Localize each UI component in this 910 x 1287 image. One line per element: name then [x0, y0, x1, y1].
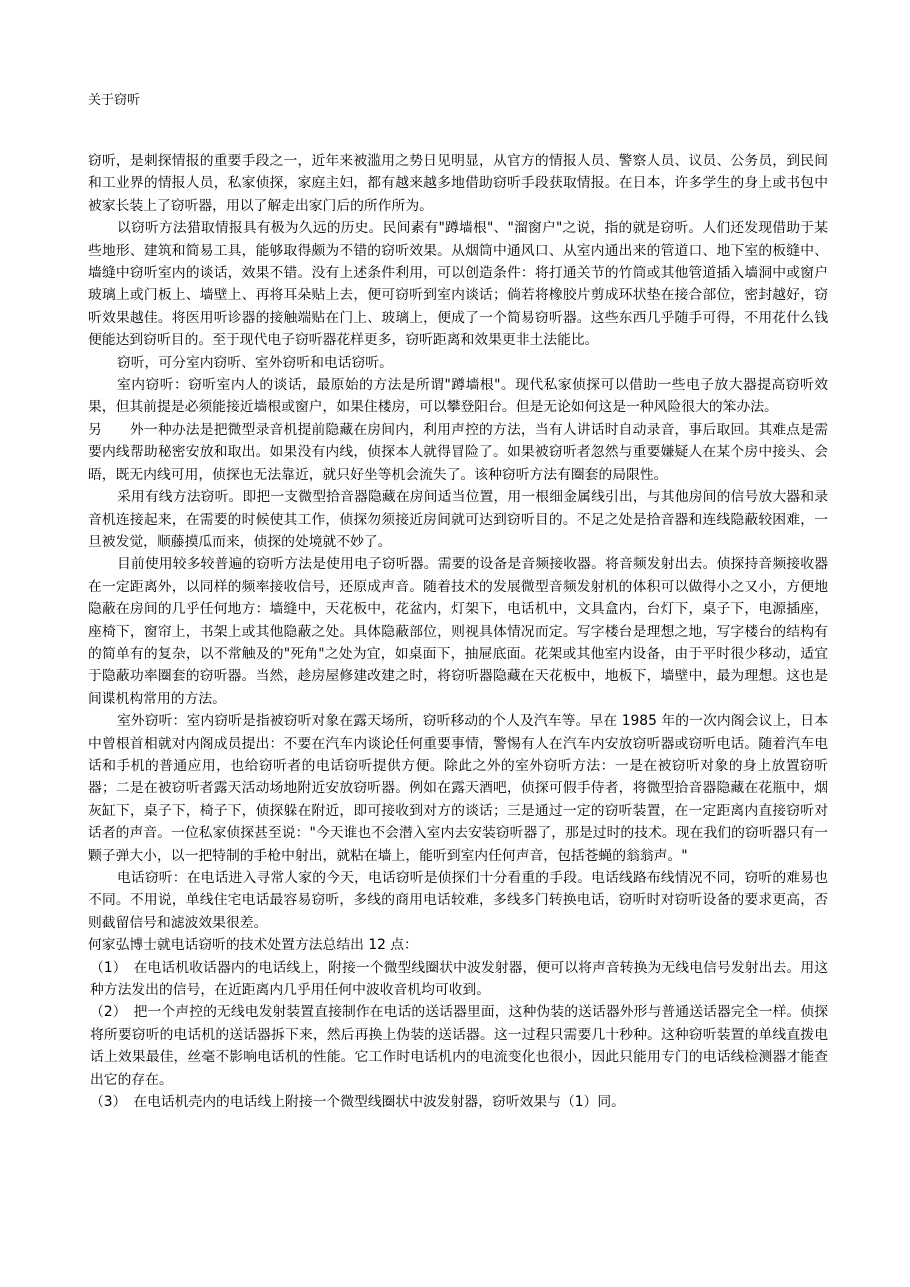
paragraph-categories: 窃听，可分室内窃听、室外窃听和电话窃听。: [116, 354, 393, 371]
paragraph-indoor: 室内窃听：窃听室内人的谈话，最原始的方法是所谓"蹲墙根"。现代私家侦探可以借助一些电子放大器提高窃听效果，但其前提是必须能接近墙根或窗户，如果住楼房，可以攀登阳台。但是无论如何这是一种风险很大的笨办法。: [88, 377, 828, 416]
paragraph-electronic: 目前使用较多较普遍的窃听方法是使用电子窃听器。需要的设备是音频接收器。将音频发射出去。侦探持音频接收器在一定距离外，以同样的频率接收信号，还原成声音。随着技术的发展微型音频发射机的体积可以做得小之又小，方便地隐蔽在房间的几乎任何地方：墙缝中，天花板中，花盆内，灯架下，电话机中，文具盒内，台灯下，桌子下，电源插座，座椅下，窗帘上，书架上或其他隐蔽之处。具体隐蔽部位，则视具体情况而定。写字楼台是理想之地，写字楼台的结构有的简单有的复杂，以不常触及的"死角"之处为宜，如桌面下，抽屉底面。花架或其他室内设备，由于平时很少移动，适宜于隐蔽功率圈套的窃听器。当然，趁房屋修建改建之时，将窃听器隐藏在天花板中，地板下，墙壁中，最为理想。这也是间谍机构常用的方法。: [88, 556, 828, 707]
paragraph-outdoor: 室外窃听：室内窃听是指被窃听对象在露天场所，窃听移动的个人及汽车等。早在 1985 年的一次内阁会议上，日本中曾根首相就对内阁成员提出：不要在汽车内谈论任何重要事情，警惕有人在汽车内安放窃听器或窃听电话。随着汽车电话和手机的普通应用，也给窃听者的电话窃听提供方便。除此之外的室外窃听方法：一是在被窃听对象的身上放置窃听器；二是在被窃听者露天活动场地附近安放窃听器。例如在露天酒吧，侦探可假手侍者，将微型拾音器隐藏在花瓶中，烟灰缸下，桌子下，椅子下，侦探躲在附近，即可接收到对方的谈话；三是通过一定的窃听装置，在一定距离内直接窃听对话者的声音。一位私家侦探甚至说："今天谁也不会潜入室内去安装窃听器了，那是过时的技术。现在我们的窃听器只有一颗子弹大小，以一把特制的手枪中射出，就粘在墙上，能听到室内任何声音，包括苍蝇的翁翁声。": [88, 713, 828, 864]
paragraph-recorder: 另 外一种办法是把微型录音机提前隐藏在房间内，利用声控的方法，当有人讲话时自动录音，事后取回。其难点是需要内线帮助秘密安放和取出。如果没有内线，侦探本人就得冒险了。如果被窃听者忽然与重要嫌疑人在某个房中接头、会晤，既无内线可用，侦探也无法靠近，就只好坐等机会流失了。该种窃听方法有圈套的局限性。: [88, 421, 828, 483]
list-item: （2） 把一个声控的无线电发射装置直接制作在电话的送话器里面，这种伪装的送话器外形与普通送话器完全一样。侦探将所要窃听的电话机的送话器拆下来，然后再换上伪装的送话器。这一过程只需要几十秒种。这种窃听装置的单线直拨电话上效果最佳，丝毫不影响电话机的性能。它工作时电话机内的电流变化也很小，因此只能用专门的电话线检测器才能查出它的存在。: [90, 1004, 828, 1088]
document-title: 关于窃听: [88, 93, 141, 108]
document-page: [88, 92, 828, 1113]
paragraph-telephone: 电话窃听：在电话进入寻常人家的今天，电话窃听是侦探们十分看重的手段。电话线路布线情况不同，窃听的难易也不同。不用说，单线住宅电话最容易窃听，多线的商用电话较难，多线多门转换电话，窃听时对窃听设备的要求更高，否则截留信号和滤波效果很差。: [88, 870, 828, 931]
paragraph-wired: 采用有线方法窃听。即把一支微型拾音器隐藏在房间适当位置，用一根细金属线引出，与其他房间的信号放大器和录音机连接起来，在需要的时候使其工作，侦探勿须接近房间就可达到窃听目的。不足之处是拾音器和连线隐蔽较困难，一旦被发觉，顺藤摸瓜而来，侦探的处境就不妙了。: [88, 489, 828, 550]
list-item: （1） 在电话机收话器内的电话线上，附接一个微型线圈状中波发射器，便可以将声音转换为无线电信号发射出去。用这种方法发出的信号，在近距离内几乎用任何中波收音机均可收到。: [90, 959, 828, 999]
paragraph-intro: 窃听，是刺探情报的重要手段之一，近年来被滥用之势日见明显，从官方的情报人员、警察人员、议员、公务员，到民间和工业界的情报人员，私家侦探，家庭主妇，都有越来越多地借助窃听手段获取情报。在日本，许多学生的身上或书包中被家长装上了窃听器，用以了解走出家门后的所作所为。: [88, 153, 828, 214]
paragraph-history: 以窃听方法猎取情报具有极为久远的历史。民间素有"蹲墙根"、"溜窗户"之说，指的就是窃听。人们还发现借助于某些地形、建筑和简易工具，能够取得颇为不错的窃听效果。从烟筒中通风口、从室内通出来的管道口、地下室的板缝中、墙缝中窃听室内的谈话，效果不错。没有上述条件利用，可以创造条件：将打通关节的竹筒或其他管道插入墙洞中或窗户玻璃上或门板上、墙壁上、再将耳朵贴上去，便可窃听到室内谈话；倘若将橡胶片剪成环状垫在接合部位，密封越好，窃听效果越佳。将医用听诊器的接触端贴在门上、玻璃上，便成了一个简易窃听器。这些东西几乎随手可得，不用花什么钱便能达到窃听目的。至于现代电子窃听器花样更多，窃听距离和效果更非土法能比。: [88, 220, 828, 349]
list-item: （3） 在电话机壳内的电话线上附接一个微型线圈状中波发射器，窃听效果与（1）同。: [90, 1094, 625, 1111]
paragraph-summary: 何家弘博士就电话窃听的技术处置方法总结出 12 点：: [88, 937, 418, 954]
